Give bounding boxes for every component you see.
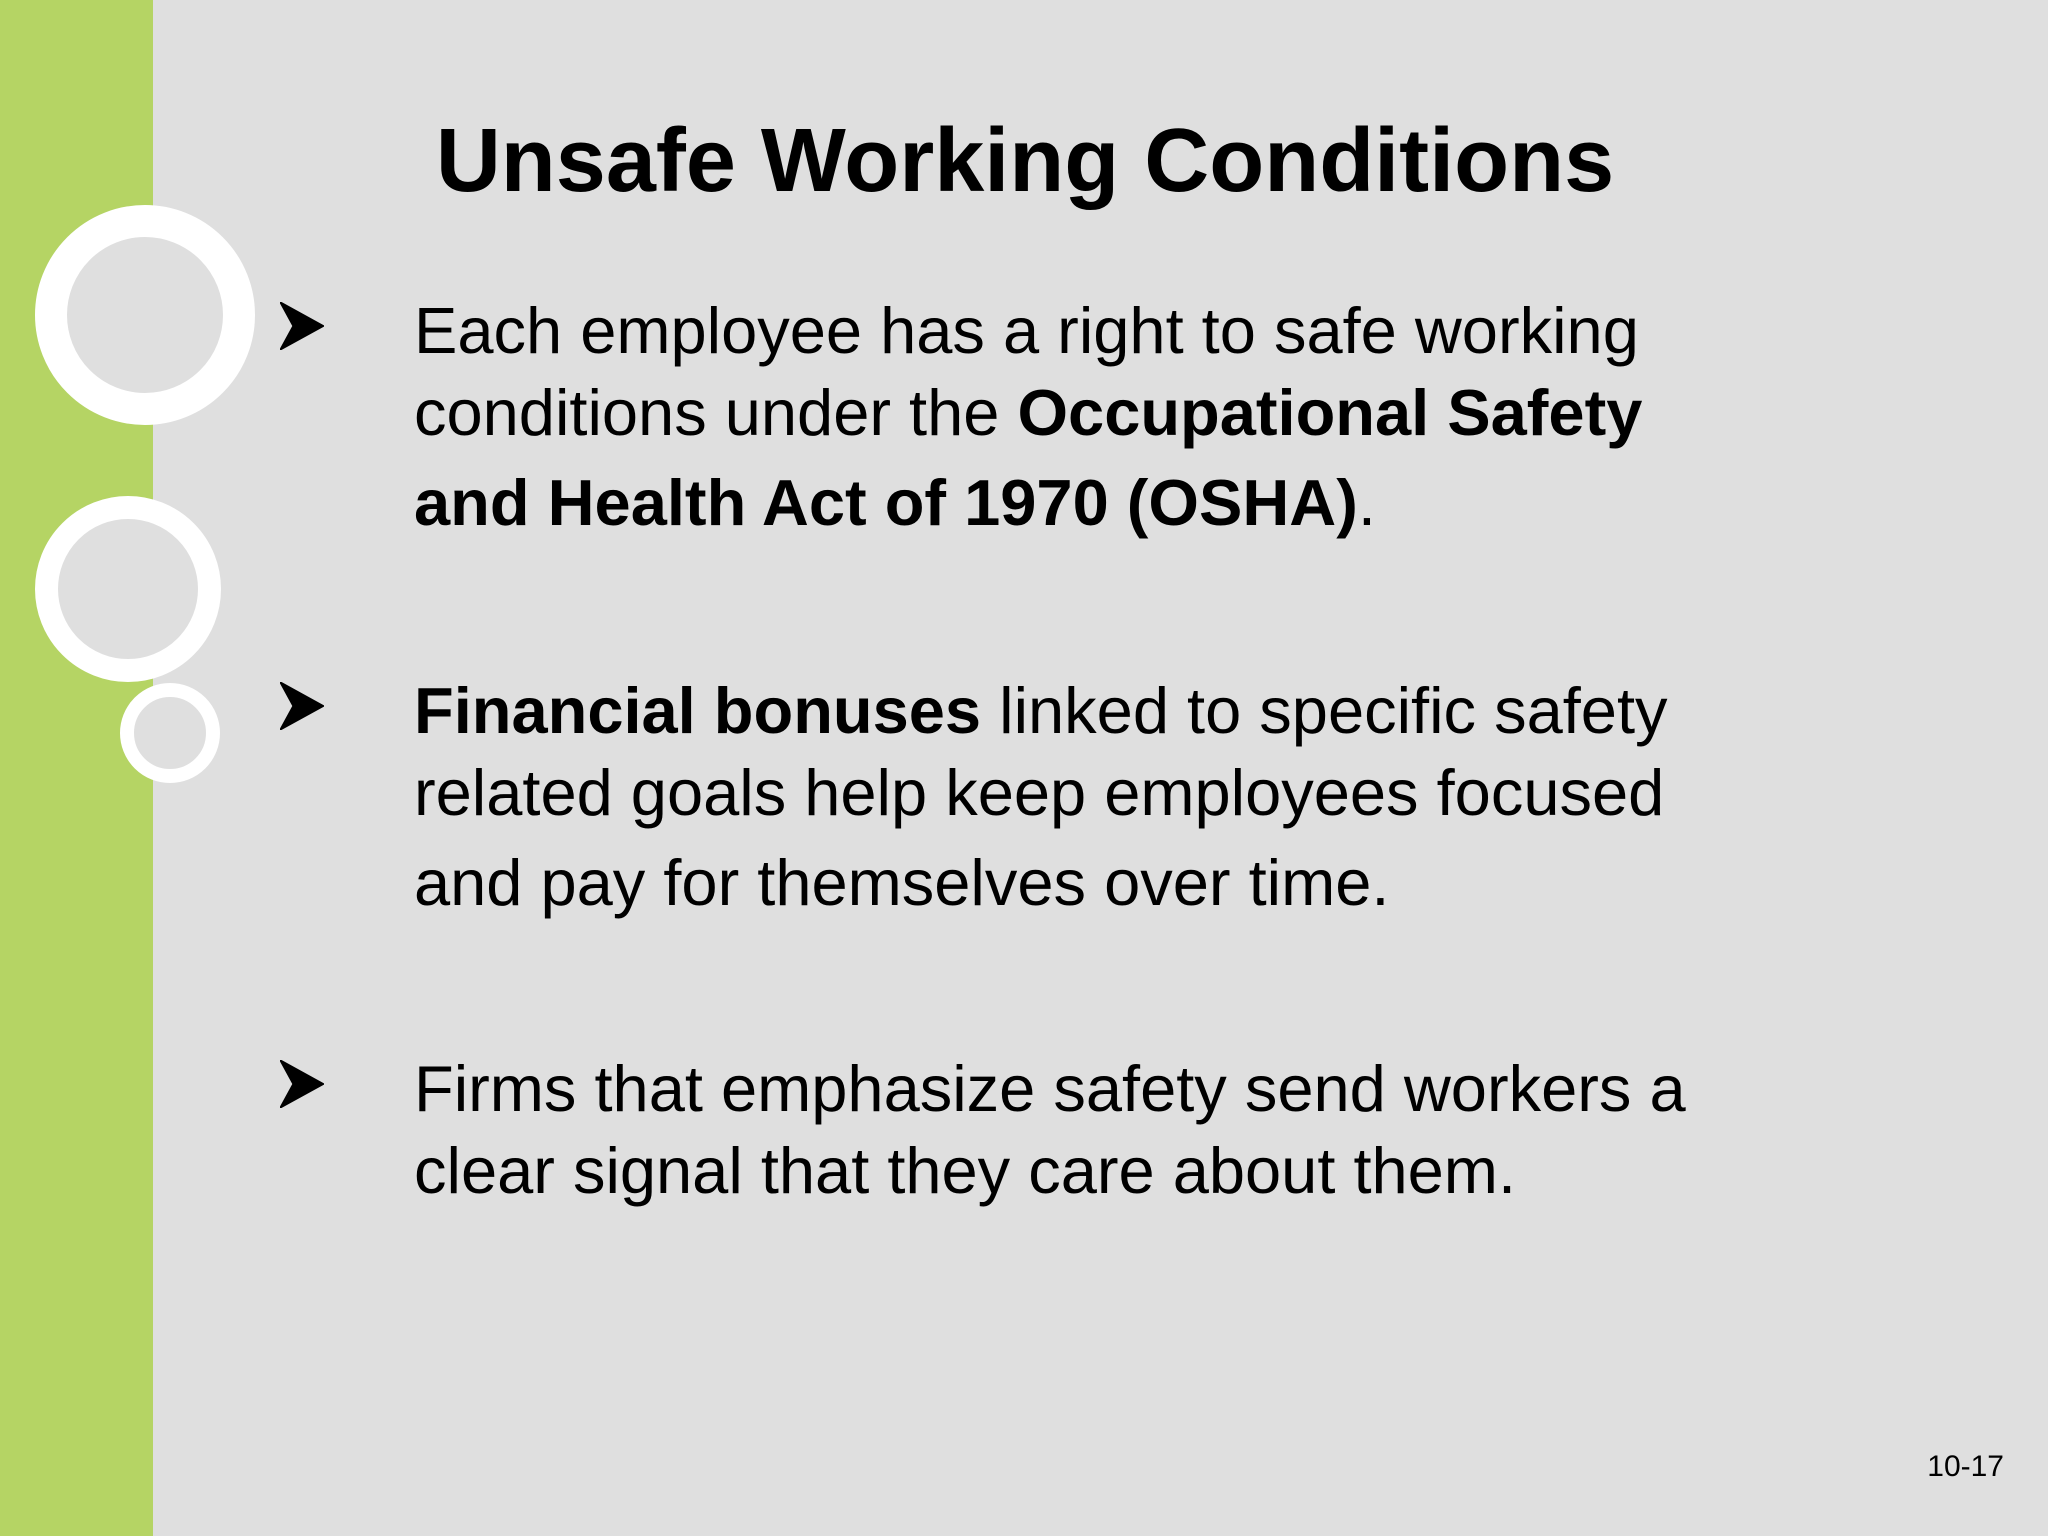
bullet-line — [414, 454, 1794, 552]
decorative-ring-small — [120, 683, 220, 783]
bullet-text — [414, 290, 1794, 552]
bullet-text-plain: . — [1357, 466, 1376, 539]
bullet-line — [414, 372, 1794, 454]
bullet-line — [414, 670, 1794, 752]
bullet-line: and pay for themselves over time. — [414, 846, 1390, 919]
bullet-line: Firms that emphasize safety send workers a — [414, 1052, 1686, 1125]
bullet-text-plain: conditions under the — [414, 376, 1018, 449]
slide-title: Unsafe Working Conditions — [435, 111, 1615, 211]
bullet-text-bold: Occupational Safety — [1017, 376, 1643, 449]
arrow-bullet-icon — [280, 682, 324, 730]
decorative-ring-medium — [35, 496, 221, 682]
arrow-bullet-icon — [280, 1060, 324, 1108]
bullet-text — [414, 670, 1794, 932]
bullet-line: Each employee has a right to safe working — [414, 294, 1639, 367]
arrow-bullet-icon — [280, 302, 324, 350]
bullet-text-plain: linked to specific safety — [981, 674, 1668, 747]
slide-number: 10-17 — [1927, 1450, 2004, 1483]
bullet-text-bold: and Health Act of 1970 (OSHA) — [414, 466, 1358, 539]
bullet-line: related goals help keep employees focused — [414, 756, 1665, 829]
bullet-text-bold: Financial bonuses — [414, 674, 982, 747]
bullet-line: clear signal that they care about them. — [414, 1134, 1517, 1207]
bullet-text — [414, 1048, 1794, 1212]
decorative-ring-large — [35, 205, 255, 425]
